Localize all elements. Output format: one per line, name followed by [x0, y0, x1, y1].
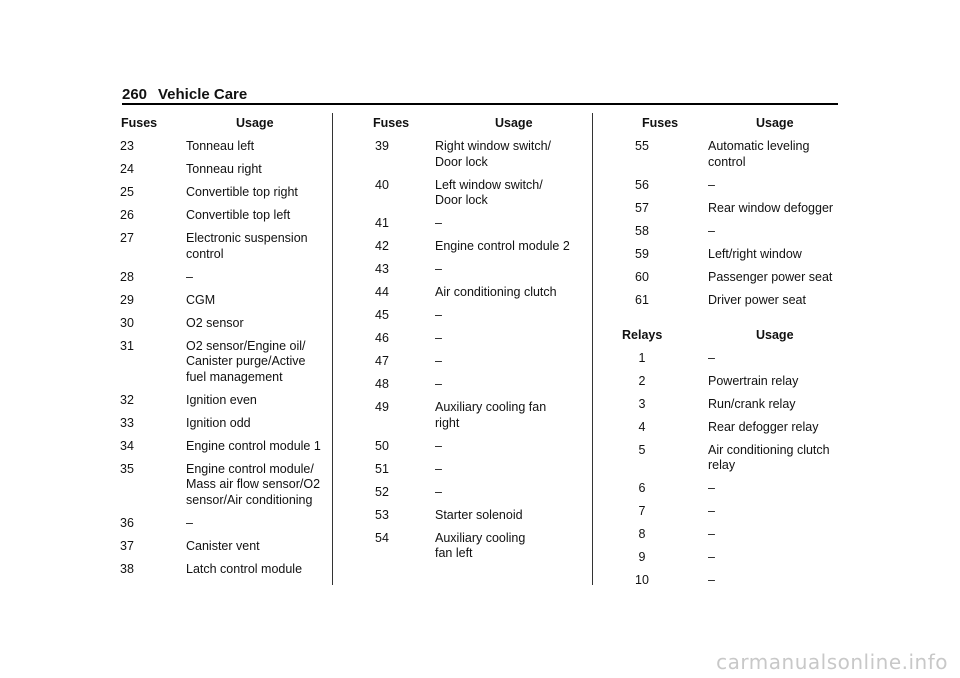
- fuse-usage: –: [435, 308, 442, 322]
- fuse-usage: Air conditioning clutch: [708, 442, 830, 457]
- fuse-usage: Tonneau right: [186, 162, 262, 176]
- header-rule: [122, 103, 838, 105]
- fuse-number: 33: [120, 415, 134, 430]
- fuse-usage: control: [186, 246, 224, 261]
- fuse-number: 49: [375, 400, 389, 414]
- column-header-usage: Usage: [236, 116, 274, 130]
- fuse-number: 47: [375, 354, 389, 368]
- fuse-usage: –: [708, 504, 715, 518]
- column-header-usage: Usage: [495, 116, 533, 130]
- fuse-number: 10: [635, 573, 649, 587]
- fuse-number: 9: [638, 550, 646, 564]
- fuse-usage: control: [708, 154, 746, 169]
- fuse-number: 5: [638, 442, 646, 457]
- fuse-usage: –: [435, 377, 442, 391]
- fuse-usage: –: [435, 484, 442, 499]
- section-title: Vehicle Care: [158, 86, 248, 103]
- fuse-usage: Latch control module: [186, 561, 303, 576]
- fuse-usage: fan left: [435, 546, 473, 560]
- fuse-number: 52: [375, 484, 389, 499]
- fuse-usage: –: [186, 515, 193, 530]
- fuse-number: 37: [120, 538, 134, 553]
- fuse-usage: relay: [708, 458, 736, 472]
- column-divider: [592, 113, 593, 585]
- fuse-number: 27: [120, 231, 134, 245]
- column-divider: [332, 113, 333, 585]
- fuse-number: 26: [120, 208, 134, 222]
- fuse-usage: Driver power seat: [708, 292, 806, 307]
- fuse-number: 56: [635, 177, 649, 192]
- fuse-usage: –: [435, 438, 442, 453]
- fuse-number: 7: [638, 504, 646, 518]
- fuse-number: 3: [638, 396, 646, 411]
- fuse-usage: Left window switch/: [435, 177, 543, 192]
- fuse-number: 25: [120, 185, 134, 199]
- fuse-usage: –: [708, 177, 715, 192]
- page-header: [122, 82, 838, 104]
- fuse-number: 23: [120, 139, 134, 153]
- fuse-usage: Convertible top right: [186, 185, 298, 199]
- fuse-number: 50: [375, 438, 389, 453]
- fuse-usage: Engine control module 2: [435, 239, 570, 253]
- fuse-number: 24: [120, 162, 134, 176]
- fuse-usage: –: [186, 269, 193, 284]
- fuse-usage: Passenger power seat: [708, 269, 833, 284]
- column-header-fuses: Fuses: [121, 116, 158, 130]
- fuse-usage: sensor/Air conditioning: [186, 492, 313, 507]
- fuse-usage: Ignition odd: [186, 415, 251, 430]
- fuse-number: 28: [120, 269, 134, 284]
- fuse-usage: Door lock: [435, 154, 488, 169]
- fuse-usage: –: [708, 223, 715, 238]
- fuse-number: 44: [375, 285, 389, 299]
- fuse-number: 38: [120, 561, 134, 576]
- fuse-usage: Door lock: [435, 193, 488, 207]
- fuse-usage: O2 sensor/Engine oil/: [186, 338, 306, 353]
- fuse-usage: Engine control module 1: [186, 438, 321, 453]
- fuse-usage: Powertrain relay: [708, 373, 799, 388]
- fuse-usage: Starter solenoid: [435, 507, 523, 522]
- fuse-usage: Electronic suspension: [186, 231, 308, 245]
- fuse-number: 32: [120, 392, 134, 407]
- fuse-usage: Tonneau left: [186, 139, 255, 153]
- fuse-usage: Left/right window: [708, 246, 802, 261]
- fuse-number: 60: [635, 269, 649, 284]
- fuse-number: 31: [120, 338, 134, 353]
- fuse-usage: Automatic leveling: [708, 139, 810, 153]
- column-header-relays: Relays: [622, 327, 663, 342]
- fuse-usage: –: [435, 354, 442, 368]
- fuse-number: 35: [120, 461, 134, 476]
- fuse-usage: Auxiliary cooling: [435, 530, 526, 545]
- fuse-usage: Rear defogger relay: [708, 419, 819, 434]
- fuse-usage: –: [435, 331, 442, 345]
- fuse-usage: –: [435, 262, 442, 276]
- fuse-usage: Ignition even: [186, 392, 257, 407]
- fuse-usage: –: [708, 573, 715, 587]
- fuse-number: 6: [638, 481, 646, 495]
- fuse-number: 58: [635, 223, 649, 238]
- fuse-number: 54: [375, 530, 389, 545]
- fuse-number: 39: [375, 139, 389, 153]
- fuse-number: 4: [638, 419, 646, 434]
- fuse-usage: –: [708, 481, 715, 495]
- fuse-number: 61: [635, 292, 649, 307]
- column-header-usage: Usage: [756, 116, 794, 130]
- fuse-usage: Right window switch/: [435, 139, 552, 153]
- fuse-usage: Air conditioning clutch: [435, 285, 557, 299]
- fuse-usage: Run/crank relay: [708, 396, 796, 411]
- fuse-number: 42: [375, 239, 389, 253]
- fuse-number: 59: [635, 246, 649, 261]
- fuse-usage: right: [435, 415, 460, 430]
- fuse-usage: CGM: [186, 292, 216, 307]
- fuse-usage: –: [708, 550, 715, 564]
- fuse-usage: Canister vent: [186, 538, 260, 553]
- column-header-fuses: Fuses: [373, 116, 410, 130]
- fuse-usage: –: [708, 527, 715, 541]
- fuse-usage: O2 sensor: [186, 315, 244, 330]
- fuse-usage: –: [708, 350, 715, 365]
- fuse-number: 2: [638, 373, 646, 388]
- fuse-number: 51: [375, 461, 389, 476]
- fuse-usage: Auxiliary cooling fan: [435, 400, 547, 414]
- fuse-usage: Convertible top left: [186, 208, 291, 222]
- fuse-number: 30: [120, 315, 134, 330]
- column-header-fuses: Fuses: [642, 116, 679, 130]
- fuse-usage: –: [435, 461, 442, 476]
- fuse-number: 53: [375, 507, 389, 522]
- fuse-number: 29: [120, 292, 134, 307]
- fuse-usage: Engine control module/: [186, 461, 314, 476]
- column-header-usage: Usage: [756, 327, 794, 342]
- fuse-number: 40: [375, 177, 389, 192]
- fuse-number: 1: [638, 350, 646, 365]
- watermark: carmanualsonline.info: [716, 650, 948, 674]
- fuse-usage: –: [435, 216, 442, 230]
- fuse-usage: Canister purge/Active: [186, 354, 306, 368]
- fuse-usage: Mass air flow sensor/O2: [186, 477, 321, 491]
- fuse-usage: Rear window defogger: [708, 200, 834, 215]
- fuse-usage: fuel management: [186, 369, 283, 384]
- fuse-number: 8: [638, 527, 646, 541]
- fuse-number: 43: [375, 262, 389, 276]
- fuse-number: 48: [375, 377, 389, 391]
- fuse-number: 46: [375, 331, 389, 345]
- fuse-number: 41: [375, 216, 389, 230]
- fuse-number: 34: [120, 438, 134, 453]
- page-number: 260: [122, 86, 148, 103]
- fuse-number: 55: [635, 139, 649, 153]
- fuse-number: 36: [120, 515, 134, 530]
- fuse-number: 45: [375, 308, 389, 322]
- fuse-number: 57: [635, 200, 649, 215]
